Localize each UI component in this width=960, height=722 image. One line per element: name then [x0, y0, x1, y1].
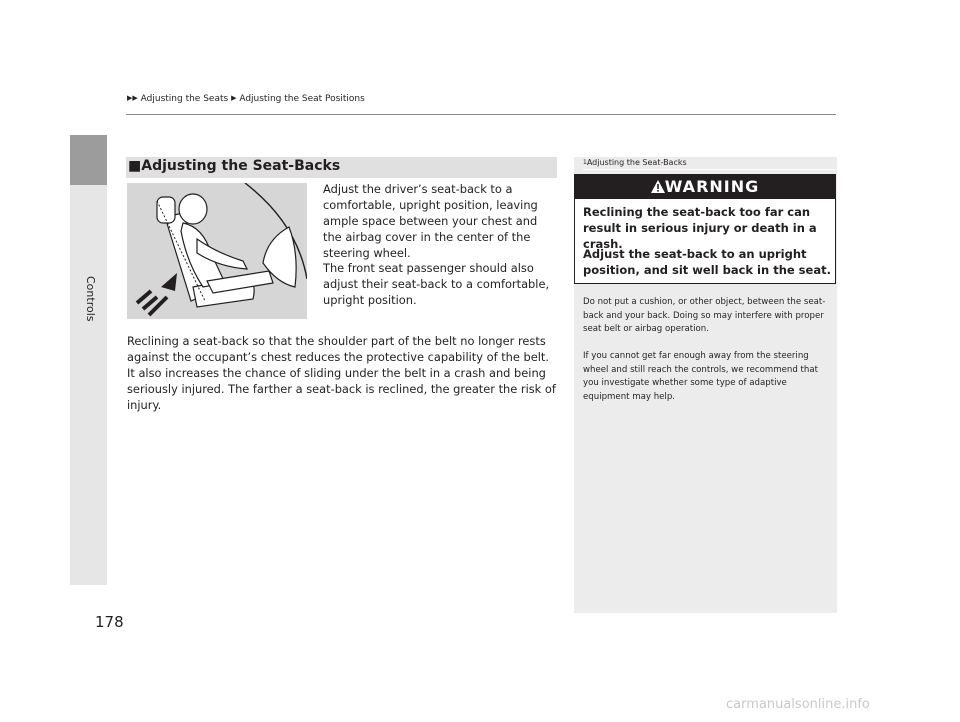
warning-title	[575, 177, 835, 196]
breadcrumb-level-2[interactable]: Adjusting the Seat Positions	[239, 94, 365, 104]
section-title-text: Adjusting the Seat-Backs	[141, 158, 341, 174]
watermark: carmanualsonline.info	[726, 697, 870, 712]
seat-back-paragraph-2: The front seat passenger should also adjust their seat-back to a comfortable, upright position.	[323, 261, 550, 307]
sidebar-note-1: Do not put a cushion, or other object, between the seat-back and your back. Doing so may interfere with proper seat belt or airbag operation.	[583, 297, 826, 335]
warning-text-2: Adjust the seat-back to an upright position, and sit well back in the seat.	[583, 247, 831, 277]
seat-back-paragraph-1: Adjust the driver’s seat-back to a comfortable, upright position, leaving ample space between your chest and the airbag cover in the center of the steering wheel.	[323, 182, 538, 260]
seat-back-illustration	[127, 183, 307, 319]
breadcrumb-arrow-icon: ▶	[132, 94, 138, 102]
sidebar-heading-text: Adjusting the Seat-Backs	[586, 158, 687, 167]
chapter-tab-label: Controls	[84, 276, 97, 322]
chapter-tab-marker	[70, 135, 107, 185]
seat-adjust-icon	[127, 183, 307, 319]
section-marker-icon: ■	[128, 158, 142, 174]
warning-title-text: WARNING	[664, 177, 760, 196]
sidebar-heading	[583, 158, 687, 167]
heading-marker-icon: 1	[583, 159, 587, 166]
page-number: 178	[95, 613, 124, 631]
sidebar-heading-divider	[583, 169, 836, 170]
sidebar-note-2: If you cannot get far enough away from the steering wheel and still reach the controls, we recommend that you investigate whether some type of adaptive equipment may help.	[583, 351, 818, 402]
warning-triangle-icon	[651, 180, 665, 193]
warning-text-1: Reclining the seat-back too far can result in serious injury or death in a crash.	[583, 205, 817, 251]
breadcrumb-arrow-icon: ▶	[231, 94, 237, 102]
breadcrumb	[127, 94, 365, 104]
breadcrumb-level-1[interactable]: Adjusting the Seats	[140, 94, 229, 104]
breadcrumb-arrow-icon: ▶	[127, 94, 133, 102]
header-divider	[126, 114, 836, 115]
section-title	[128, 158, 340, 174]
seat-back-paragraph-3: Reclining a seat-back so that the shoulder part of the belt no longer rests against the occupant’s chest reduces the protective capability of the belt. It also increases the chance of sliding under the belt in a crash and being seriously injured. The farther a seat-back is reclined, the greater the risk of injury.	[127, 334, 556, 412]
